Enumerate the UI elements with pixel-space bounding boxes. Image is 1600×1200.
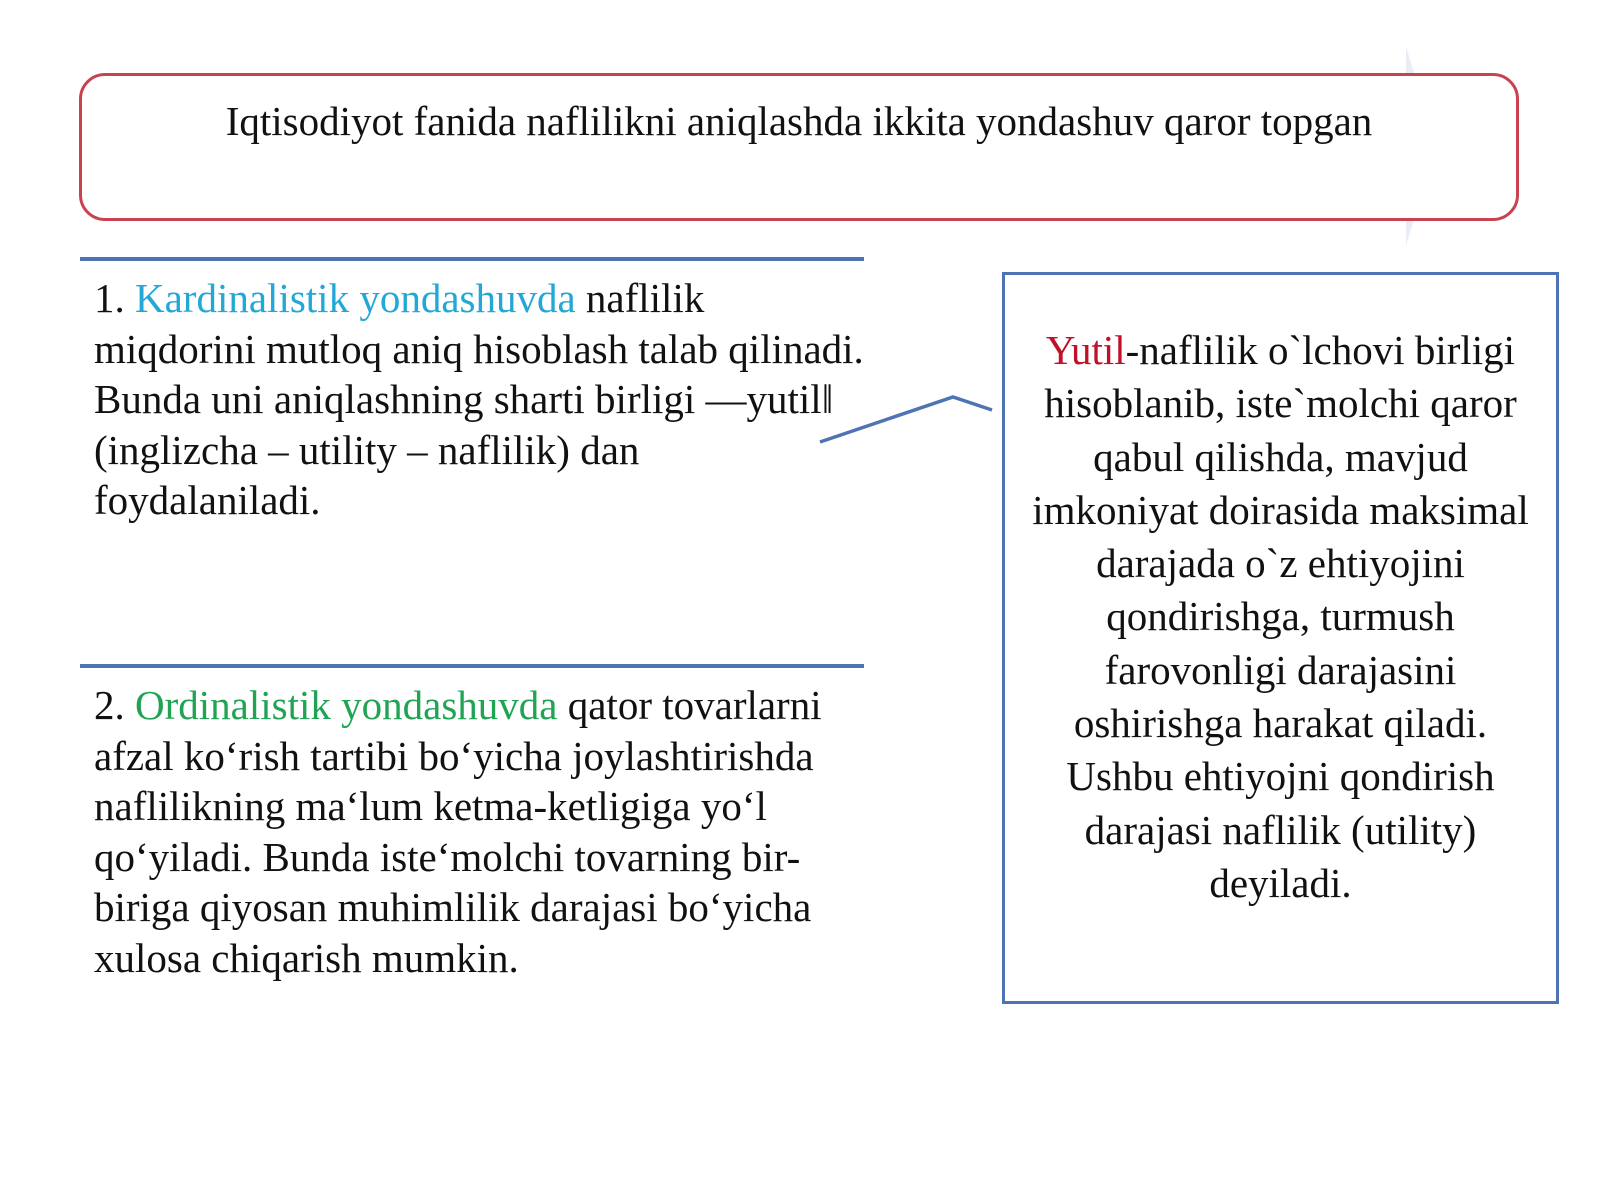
approach-2-number: 2. [94, 682, 135, 728]
approach-2-block [94, 680, 874, 983]
approach-1-text: naflilik miqdorini mutloq aniq hisoblash talab qilinadi. Bunda uni aniqlashning sharti birligi ―yutil‖ (inglizcha – utility – naflilik) dan foydalaniladi. [94, 275, 864, 523]
approach-2-divider [80, 664, 864, 668]
approach-1-divider [80, 257, 864, 261]
approach-1-keyword: Kardinalistik yondashuvda [135, 275, 576, 321]
approach-2-keyword: Ordinalistik yondashuvda [135, 682, 558, 728]
page-title: Iqtisodiyot fanida naflilikni aniqlashda ikkita yondashuv qaror topgan [225, 98, 1373, 144]
approach-2-text: qator tovarlarni afzal ko‘rish tartibi bo‘yicha joylashtirishda naflilikning ma‘lum ketma-ketligiga yo‘l qo‘yiladi. Bunda iste‘molchi tovarning bir-biriga qiyosan muhimlilik darajasi bo‘yicha xulosa chiqarish mumkin. [94, 682, 822, 981]
title-box [79, 73, 1519, 221]
approach-1-number: 1. [94, 275, 135, 321]
definition-text: -naflilik o`lchovi birligi hisoblanib, iste`molchi qaror qabul qilishda, mavjud imkoniyat doirasida maksimal darajada o`z ehtiyojini qondirishga, turmush farovonligi darajasini oshirishga harakat qiladi. Ushbu ehtiyojni qondirish darajasi naflilik (utility) deyiladi. [1032, 327, 1529, 906]
definition-box [1002, 272, 1559, 1004]
definition-keyword: Yutil [1045, 327, 1126, 373]
approach-1-block [94, 273, 874, 526]
